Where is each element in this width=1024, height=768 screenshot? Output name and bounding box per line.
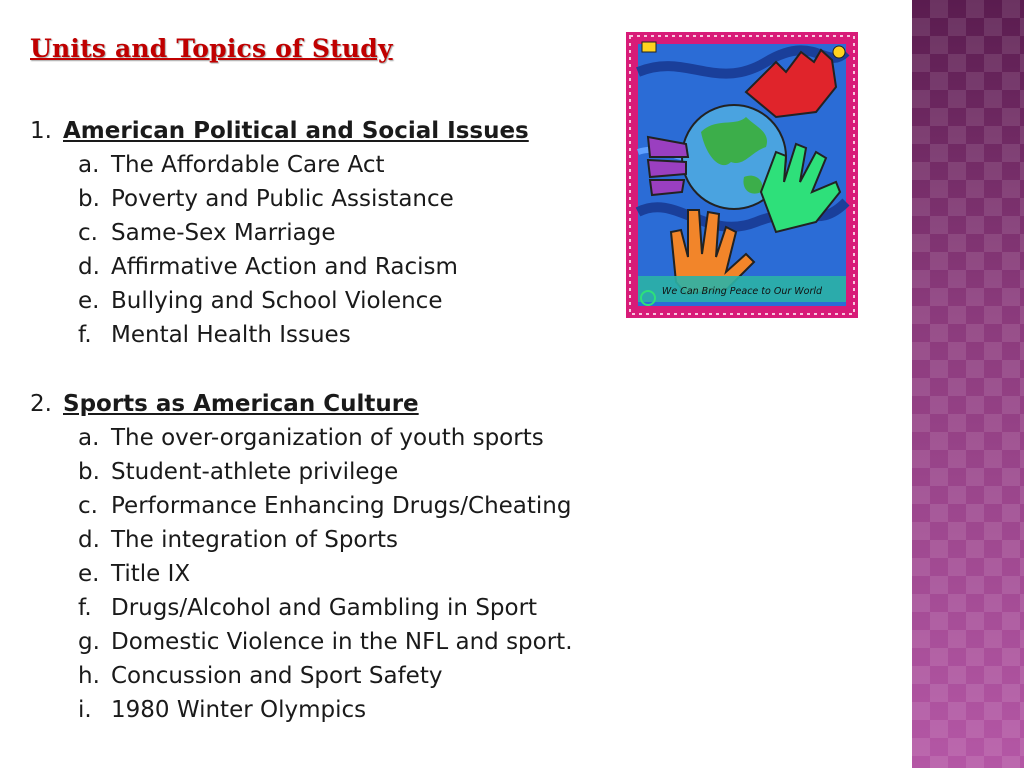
item-text: Concussion and Sport Safety bbox=[111, 663, 443, 689]
item-letter: f. bbox=[78, 595, 92, 621]
item-text: Domestic Violence in the NFL and sport. bbox=[111, 629, 573, 655]
item-letter: d. bbox=[78, 527, 100, 553]
list-item bbox=[30, 489, 573, 523]
item-letter: h. bbox=[78, 663, 100, 689]
item-text: Affirmative Action and Racism bbox=[111, 254, 458, 280]
item-text: The integration of Sports bbox=[111, 527, 398, 553]
poster-caption: We Can Bring Peace to Our World bbox=[661, 286, 823, 297]
item-letter: a. bbox=[78, 152, 100, 178]
item-letter: e. bbox=[78, 561, 100, 587]
topic-list bbox=[30, 421, 573, 727]
item-text: Mental Health Issues bbox=[111, 322, 351, 348]
list-item bbox=[30, 523, 573, 557]
section-2 bbox=[30, 387, 573, 727]
section-number: 2. bbox=[30, 391, 52, 417]
list-item bbox=[30, 455, 573, 489]
section-label: American Political and Social Issues bbox=[63, 118, 529, 144]
list-item bbox=[30, 284, 529, 318]
item-letter: g. bbox=[78, 629, 100, 655]
item-text: Bullying and School Violence bbox=[111, 288, 443, 314]
item-letter: c. bbox=[78, 220, 98, 246]
list-item bbox=[30, 216, 529, 250]
item-letter: i. bbox=[78, 697, 92, 723]
item-text: Title IX bbox=[111, 561, 191, 587]
section-label: Sports as American Culture bbox=[63, 391, 419, 417]
section-1 bbox=[30, 114, 529, 352]
list-item bbox=[30, 148, 529, 182]
list-item bbox=[30, 693, 573, 727]
section-heading bbox=[30, 387, 573, 421]
section-heading bbox=[30, 114, 529, 148]
item-text: 1980 Winter Olympics bbox=[111, 697, 367, 723]
list-item bbox=[30, 318, 529, 352]
list-item bbox=[30, 591, 573, 625]
item-letter: f. bbox=[78, 322, 92, 348]
item-text: Student-athlete privilege bbox=[111, 459, 399, 485]
list-item bbox=[30, 659, 573, 693]
sun-icon bbox=[833, 46, 845, 58]
list-item bbox=[30, 557, 573, 591]
list-item bbox=[30, 250, 529, 284]
list-item bbox=[30, 421, 573, 455]
item-letter: c. bbox=[78, 493, 98, 519]
list-item bbox=[30, 182, 529, 216]
flag-icon bbox=[642, 42, 656, 52]
item-letter: e. bbox=[78, 288, 100, 314]
item-letter: a. bbox=[78, 425, 100, 451]
purple-hand-icon bbox=[648, 137, 688, 195]
item-text: Poverty and Public Assistance bbox=[111, 186, 454, 212]
item-text: Drugs/Alcohol and Gambling in Sport bbox=[111, 595, 538, 621]
slide-title: Units and Topics of Study bbox=[30, 34, 393, 63]
item-letter: b. bbox=[78, 186, 100, 212]
item-text: Performance Enhancing Drugs/Cheating bbox=[111, 493, 572, 519]
section-number: 1. bbox=[30, 118, 52, 144]
peace-poster-image bbox=[626, 32, 858, 318]
item-letter: d. bbox=[78, 254, 100, 280]
item-letter: b. bbox=[78, 459, 100, 485]
item-text: Same-Sex Marriage bbox=[111, 220, 336, 246]
item-text: The over-organization of youth sports bbox=[111, 425, 544, 451]
list-item bbox=[30, 625, 573, 659]
topic-list bbox=[30, 148, 529, 352]
item-text: The Affordable Care Act bbox=[111, 152, 385, 178]
decorative-sidebar bbox=[912, 0, 1024, 768]
